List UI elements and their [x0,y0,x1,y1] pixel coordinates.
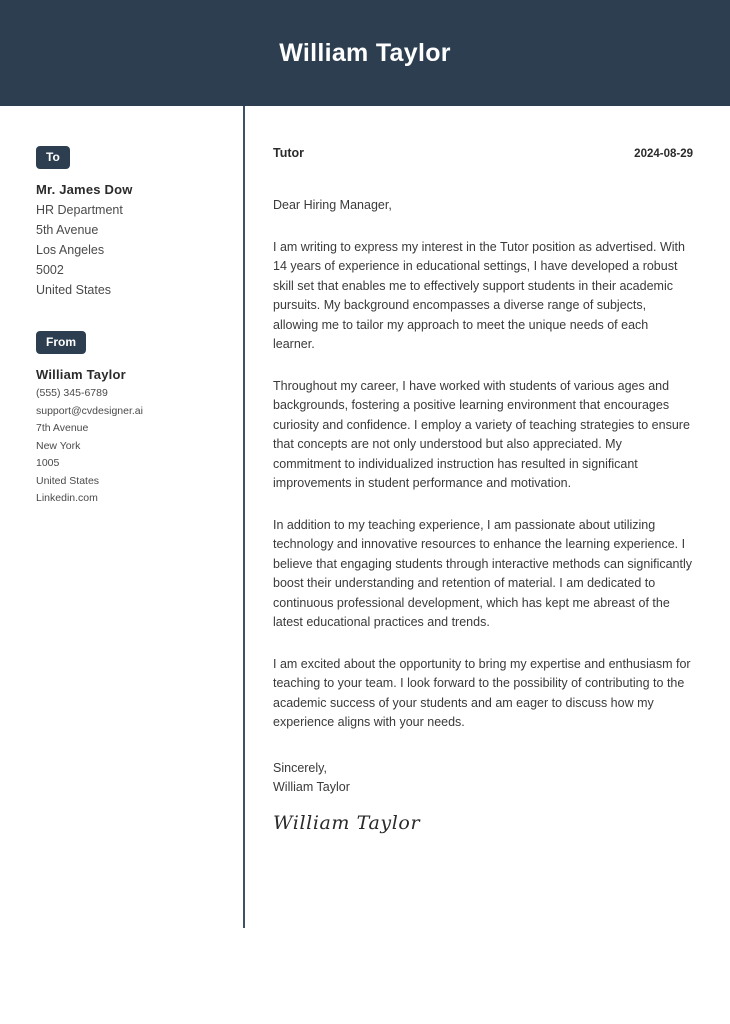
sender-email: support@cvdesigner.ai [36,404,143,417]
sender-linkedin: Linkedin.com [36,492,98,504]
column-divider [243,106,245,928]
from-badge: From [36,331,86,354]
letter-body [273,106,693,834]
to-badge: To [36,146,70,169]
signature: William Taylor [273,811,421,834]
header-band [0,0,730,106]
closing-name: William Taylor [273,780,350,794]
recipient-line: United States [36,283,112,297]
recipient-line: 5th Avenue [36,223,99,237]
page-title: William Taylor [279,38,451,67]
salutation: Dear Hiring Manager, [273,198,392,212]
recipient-name: Mr. James Dow [36,182,133,197]
from-section [36,331,243,508]
letter-paragraph: In addition to my teaching experience, I am passionate about utilizing technology and innovative resources to enhance the learning experience. I believe that engaging students through interactive methods can significantly boost their understanding and retention of material. I am dedicated to continuous professional development, which has kept me abreast of the latest educational practices and trends. [273,517,693,629]
recipient-line: HR Department [36,203,123,217]
body-wrapper [0,106,730,1024]
letter-header [273,106,693,160]
sidebar [0,106,243,508]
sender-line: United States [36,474,100,487]
sender-phone: (555) 345-6789 [36,387,108,399]
recipient-line: 5002 [36,263,64,277]
sender-name: William Taylor [36,367,126,382]
recipient-address [36,180,243,300]
recipient-line: Los Angeles [36,243,105,257]
to-section [36,146,243,300]
letter-paragraph: Throughout my career, I have worked with students of various ages and backgrounds, fostering a positive learning environment that encourages curiosity and confidence. I employ a variety of teaching strategies to ensure that concepts are not only understood but also appreciated. My commitment to individualized instruction has resulted in significant improvements in student performance and motivation. [273,378,690,490]
letter-paragraph: I am excited about the opportunity to bring my expertise and enthusiasm for teaching to your team. I look forward to the possibility of contributing to the academic success of your students and am eager to discuss how my experience aligns with your needs. [273,656,691,729]
sender-line: 1005 [36,457,60,469]
sender-address [36,365,243,508]
sender-line: 7th Avenue [36,422,89,434]
closing-word: Sincerely, [273,760,327,775]
sender-line: New York [36,439,81,452]
job-title: Tutor [273,146,305,160]
letter-paragraph: I am writing to express my interest in the Tutor position as advertised. With 14 years of experience in educational settings, I have developed a robust skill set that enables me to effectively support students in their academic pursuits. My background encompasses a diverse range of subjects, allowing me to tailor my approach to meet the unique needs of each learner. [273,239,685,351]
closing-block [273,759,693,798]
letter-date: 2024-08-29 [634,148,693,160]
